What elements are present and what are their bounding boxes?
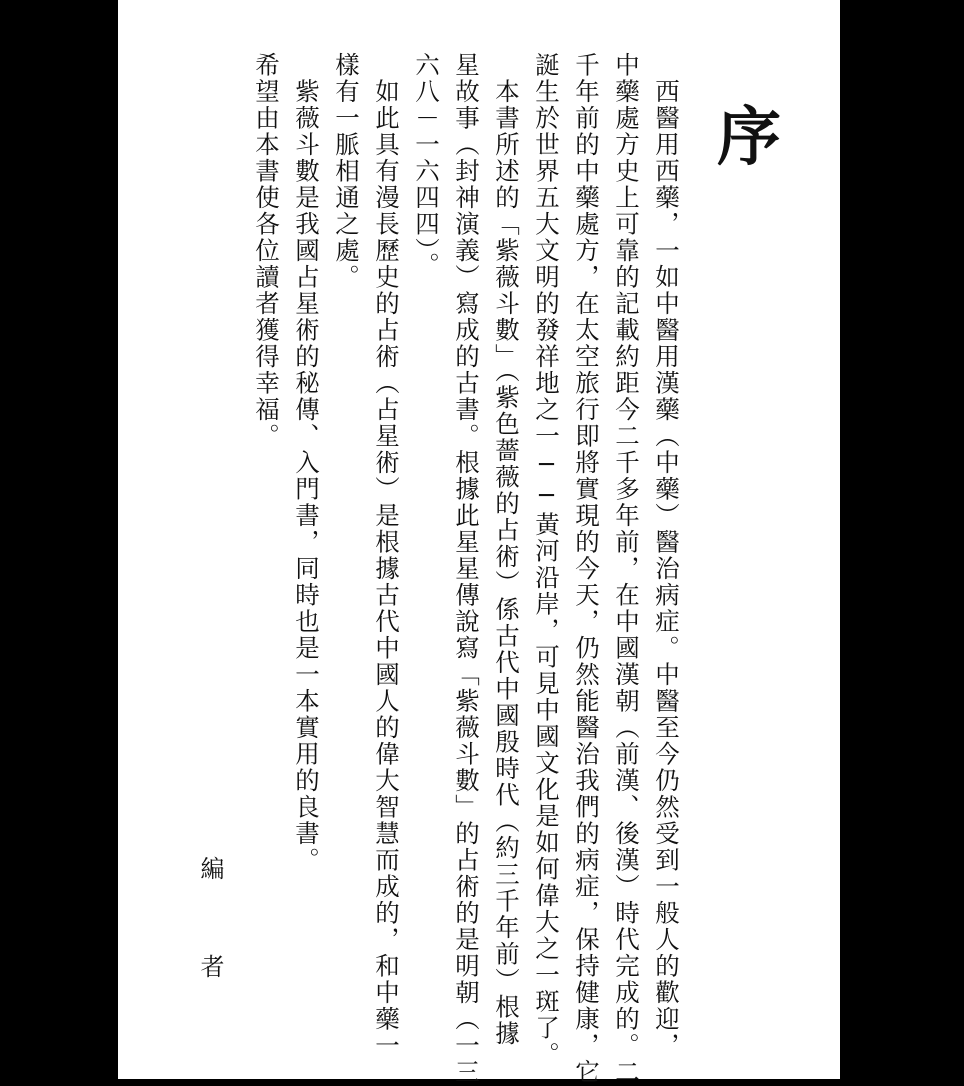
- signature-char-1: 編: [196, 856, 224, 880]
- text-column-6: 星故事（封神演義）寫成的古書。根據此星星傳說寫「紫薇斗數」的占術的是明朝（一三: [452, 52, 481, 1086]
- text-column-2: 中藥處方史上可靠的記載約距今二千多年前，在中國漢朝（前漢、後漢）時代完成的。二: [612, 52, 641, 1086]
- page: [118, 0, 840, 1086]
- text-column-11: 希望由本書使各位讀者獲得幸福。: [252, 52, 281, 450]
- text-column-8: 如此具有漫長歷史的占術（占星術）是根據古代中國人的偉大智慧而成的，和中藥一: [372, 52, 401, 1059]
- text-column-5: 本書所述的「紫薇斗數」（紫色薔薇的占術）係古代中國殷時代（約三千年前）根據: [492, 52, 521, 1047]
- text-column-9: 樣有一脈相通之處。: [332, 52, 361, 291]
- page-title: 序: [717, 100, 781, 175]
- text-column-3: 千年前的中藥處方，在太空旅行即將實現的今天，仍然能醫治我們的病症，保持健康，它: [572, 52, 601, 1086]
- text-column-10: 紫薇斗數是我國占星術的秘傳、入門書，同時也是一本實用的良書。: [292, 52, 321, 874]
- text-column-4: 誕生於世界五大文明的發祥地之一──黃河沿岸，可見中國文化是如何偉大之一斑了。: [532, 52, 561, 1068]
- signature-char-2: 者: [196, 954, 224, 978]
- text-column-7: 六八－一六四四）。: [412, 52, 441, 279]
- text-column-1: 西醫用西藥，一如中醫用漢藥（中藥）醫治病症。中醫至今仍然受到一般人的歡迎，: [652, 52, 681, 1059]
